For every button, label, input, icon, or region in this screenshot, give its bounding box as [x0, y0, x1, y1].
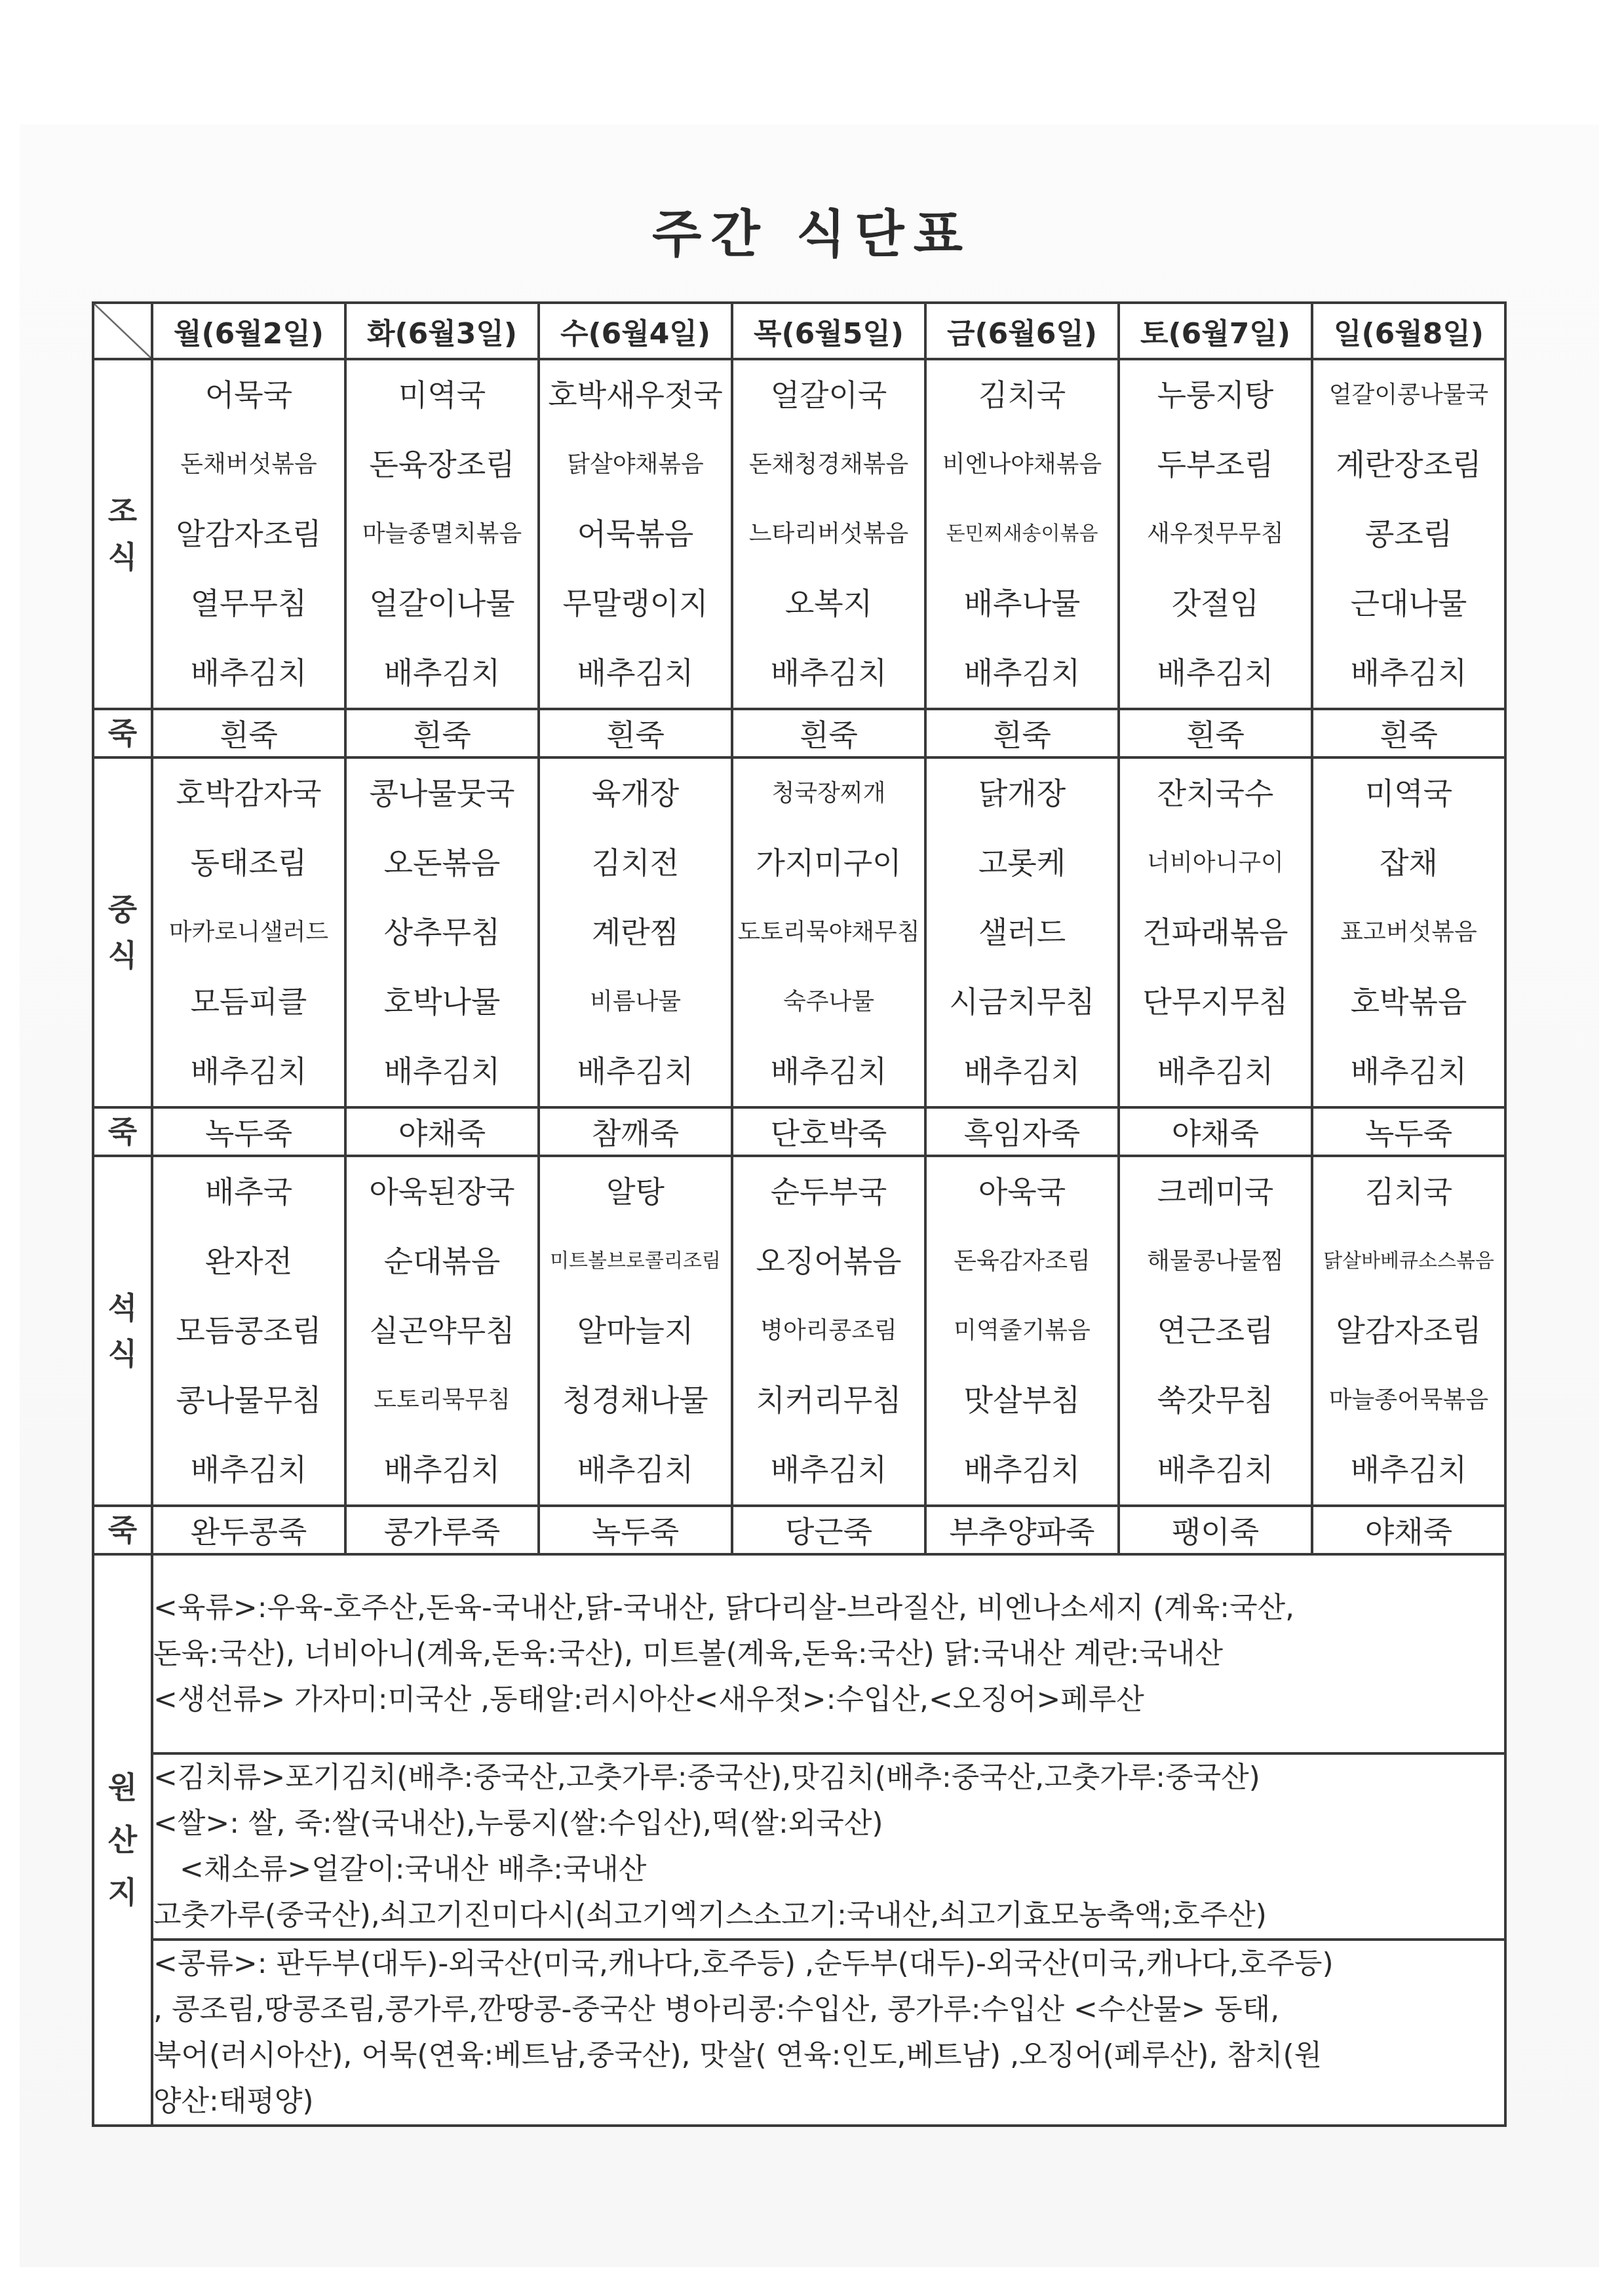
porridge-item: 완두콩죽 — [152, 1506, 345, 1554]
breakfast-day-cell — [345, 359, 539, 709]
dinner-day-cell — [732, 1156, 925, 1506]
dish-item: 새우젓무무침 — [1147, 520, 1284, 547]
breakfast-porridge-row — [93, 709, 1505, 757]
dish-item: 배추김치 — [1157, 1054, 1274, 1089]
day-header-row — [93, 303, 1505, 359]
breakfast-day-cell — [925, 359, 1119, 709]
day-header: 목(6월5일) — [732, 303, 925, 359]
dinner-day-cell — [1119, 1156, 1312, 1506]
dish-item: 배추김치 — [383, 1452, 501, 1487]
dish-item: 김치국 — [1364, 1174, 1453, 1210]
breakfast-day-cell — [732, 359, 925, 709]
dish-item: 호박감자국 — [176, 776, 322, 811]
dish-item: 청국장찌개 — [771, 780, 886, 807]
dish-item: 아욱된장국 — [369, 1174, 515, 1210]
origin-line: 고춧가루(중국산),쇠고기진미다시(쇠고기엑기스소고기:국내산,쇠고기효모농축액;호주산) — [153, 1898, 1267, 1932]
dish-item: 배추김치 — [1350, 1452, 1467, 1487]
dish-item: 마카로니샐러드 — [168, 919, 329, 946]
origin-line: <콩류>: 판두부(대두)-외국산(미국,캐나다,호주등) ,순두부(대두)-외국산(미국,캐나다,호주등) — [153, 1947, 1334, 1980]
dish-item: 오돈볶음 — [383, 845, 501, 881]
dish-item: 고롯케 — [978, 845, 1066, 881]
breakfast-label: 조 식 — [93, 359, 152, 709]
dish-item: 배추김치 — [1157, 655, 1274, 691]
porridge-item: 흰죽 — [539, 709, 732, 757]
origin-line: 돈육:국산), 너비아니(계육,돈육:국산), 미트볼(계육,돈육:국산) 닭:국내산 계란:국내산 — [153, 1637, 1223, 1670]
dish-item: 도토리묵야채무침 — [737, 919, 920, 946]
dish-item: 잔치국수 — [1157, 776, 1274, 811]
dish-item: 해물콩나물찜 — [1147, 1248, 1284, 1274]
dish-item: 알탕 — [606, 1174, 665, 1210]
dish-item: 건파래볶음 — [1142, 915, 1288, 950]
day-header: 월(6월2일) — [152, 303, 345, 359]
dish-item: 배추김치 — [190, 1452, 307, 1487]
day-header: 수(6월4일) — [539, 303, 732, 359]
dish-item: 마늘종멸치볶음 — [362, 520, 522, 547]
dinner-day-cell — [539, 1156, 732, 1506]
porridge-item: 팽이죽 — [1119, 1506, 1312, 1554]
lunch-porridge-label: 죽 — [93, 1107, 152, 1156]
origin-row — [93, 1554, 1505, 1753]
dish-item: 배추김치 — [1157, 1452, 1274, 1487]
breakfast-porridge-label: 죽 — [93, 709, 152, 757]
dinner-day-cell — [1312, 1156, 1505, 1506]
dish-item: 배추김치 — [963, 1452, 1081, 1487]
dish-item: 연근조림 — [1157, 1313, 1274, 1349]
dish-item: 잡채 — [1380, 845, 1438, 881]
dish-item: 돈채청경채볶음 — [748, 451, 909, 478]
dish-item: 오징어볶음 — [756, 1244, 902, 1279]
dinner-porridge-label: 죽 — [93, 1506, 152, 1554]
origin-row — [93, 1753, 1505, 1940]
porridge-item: 야채죽 — [1119, 1107, 1312, 1156]
origin-line: 양산:태평양) — [153, 2084, 314, 2118]
origin-line: <김치류>포기김치(배추:중국산,고춧가루:중국산),맛김치(배추:중국산,고춧가루:중국산) — [153, 1761, 1260, 1794]
dish-item: 돈채버섯볶음 — [180, 451, 317, 478]
dish-item: 배추김치 — [770, 655, 887, 691]
dish-item: 배추김치 — [190, 655, 307, 691]
dish-item: 콩나물뭇국 — [369, 776, 515, 811]
dinner-day-cell — [925, 1156, 1119, 1506]
porridge-item: 콩가루죽 — [345, 1506, 539, 1554]
dinner-day-cell — [152, 1156, 345, 1506]
dish-item: 미역국 — [1364, 776, 1453, 811]
porridge-item: 흰죽 — [732, 709, 925, 757]
dish-item: 도토리묵무침 — [374, 1387, 511, 1413]
breakfast-day-cell — [1119, 359, 1312, 709]
dish-item: 청경채나물 — [562, 1383, 708, 1418]
dish-item: 배추김치 — [577, 655, 694, 691]
dish-item: 병아리콩조림 — [760, 1317, 897, 1344]
origin-line: <육류>:우육-호주산,돈육-국내산,닭-국내산, 닭다리살-브라질산, 비엔나소세지 (계육:국산, — [153, 1591, 1295, 1624]
dish-item: 열무무침 — [190, 586, 307, 621]
dish-item: 표고버섯볶음 — [1340, 919, 1477, 946]
origin-block — [152, 1940, 1505, 2126]
dish-item: 샐러드 — [978, 915, 1066, 950]
lunch-porridge-row — [93, 1107, 1505, 1156]
lunch-label: 중 식 — [93, 757, 152, 1107]
porridge-item: 흰죽 — [1119, 709, 1312, 757]
dish-item: 배추김치 — [770, 1054, 887, 1089]
dish-item: 비름나물 — [589, 988, 682, 1015]
dish-item: 돈육장조림 — [369, 447, 515, 482]
dish-item: 동태조림 — [190, 845, 307, 881]
dish-item: 배추김치 — [963, 1054, 1081, 1089]
dish-item: 호박볶음 — [1350, 984, 1467, 1020]
dish-item: 느타리버섯볶음 — [748, 520, 909, 547]
lunch-day-cell — [539, 757, 732, 1107]
dish-item: 순대볶음 — [383, 1244, 501, 1279]
dish-item: 무말랭이지 — [562, 586, 708, 621]
dish-item: 어묵볶음 — [577, 516, 694, 552]
dish-item: 배추김치 — [770, 1452, 887, 1487]
porridge-item: 야채죽 — [1312, 1506, 1505, 1554]
dish-item: 배추나물 — [963, 586, 1081, 621]
dish-item: 배추김치 — [1350, 655, 1467, 691]
dish-item: 알마늘지 — [577, 1313, 694, 1349]
lunch-day-cell — [925, 757, 1119, 1107]
dish-item: 치커리무침 — [756, 1383, 902, 1418]
breakfast-day-cell — [539, 359, 732, 709]
lunch-day-cell — [1312, 757, 1505, 1107]
day-header: 토(6월7일) — [1119, 303, 1312, 359]
lunch-day-cell — [1119, 757, 1312, 1107]
dish-item: 마늘종어묵볶음 — [1328, 1387, 1489, 1413]
dish-item: 김치국 — [978, 377, 1066, 413]
origin-label: 원 산 지 — [93, 1554, 152, 2126]
dish-item: 단무지무침 — [1142, 984, 1288, 1020]
dish-item: 두부조림 — [1157, 447, 1274, 482]
origin-line: 북어(러시아산), 어묵(연육:베트남,중국산), 맛살( 연육:인도,베트남) ,오징어(페루산), 참치(원 — [153, 2038, 1323, 2072]
dish-item: 호박나물 — [383, 984, 501, 1020]
dish-item: 돈육감자조림 — [954, 1248, 1091, 1274]
porridge-item: 녹두죽 — [1312, 1107, 1505, 1156]
porridge-item: 흰죽 — [925, 709, 1119, 757]
dish-item: 배추김치 — [963, 655, 1081, 691]
porridge-item: 흑임자죽 — [925, 1107, 1119, 1156]
dinner-day-cell — [345, 1156, 539, 1506]
porridge-item: 흰죽 — [1312, 709, 1505, 757]
dish-item: 미트볼브로콜리조림 — [550, 1250, 721, 1272]
day-header: 금(6월6일) — [925, 303, 1119, 359]
dish-item: 상추무침 — [383, 915, 501, 950]
dish-item: 계란장조림 — [1336, 447, 1482, 482]
breakfast-day-cell — [152, 359, 345, 709]
dish-item: 닭살바베큐소스볶음 — [1323, 1250, 1494, 1272]
page-title: 주간 식단표 — [652, 205, 972, 264]
breakfast-row — [93, 359, 1505, 709]
lunch-row — [93, 757, 1505, 1107]
dish-item: 숙주나물 — [783, 988, 875, 1015]
dish-item: 누룽지탕 — [1157, 377, 1274, 413]
dish-item: 김치전 — [591, 845, 680, 881]
porridge-item: 녹두죽 — [152, 1107, 345, 1156]
corner-cell — [93, 303, 152, 359]
dish-item: 어묵국 — [204, 377, 293, 413]
dish-item: 육개장 — [591, 776, 680, 811]
dish-item: 미역줄기볶음 — [954, 1317, 1091, 1344]
porridge-item: 녹두죽 — [539, 1506, 732, 1554]
dish-item: 얼갈이콩나물국 — [1328, 381, 1489, 408]
dish-item: 크레미국 — [1157, 1174, 1274, 1210]
dinner-label: 석 식 — [93, 1156, 152, 1506]
porridge-item: 흰죽 — [152, 709, 345, 757]
porridge-item: 참깨죽 — [539, 1107, 732, 1156]
dish-item: 가지미구이 — [756, 845, 902, 881]
dish-item: 비엔나야채볶음 — [942, 451, 1102, 478]
dish-item: 오복지 — [784, 586, 873, 621]
weekly-menu-table — [92, 301, 1507, 2127]
dish-item: 콩나물무침 — [176, 1383, 322, 1418]
porridge-item: 단호박죽 — [732, 1107, 925, 1156]
dinner-row — [93, 1156, 1505, 1506]
lunch-day-cell — [732, 757, 925, 1107]
dish-item: 맛살부침 — [963, 1383, 1081, 1418]
origin-block — [152, 1554, 1505, 1753]
porridge-item: 부추양파죽 — [925, 1506, 1119, 1554]
dish-item: 배추국 — [204, 1174, 293, 1210]
dish-item: 콩조림 — [1364, 516, 1453, 552]
dish-item: 계란찜 — [591, 915, 680, 950]
dish-item: 시금치무침 — [949, 984, 1095, 1020]
origin-block — [152, 1753, 1505, 1940]
origin-line: , 콩조림,땅콩조림,콩가루,깐땅콩-중국산 병아리콩:수입산, 콩가루:수입산 <수산물> 동태, — [153, 1993, 1280, 2026]
porridge-item: 야채죽 — [345, 1107, 539, 1156]
dish-item: 너비아니구이 — [1147, 849, 1284, 876]
origin-row — [93, 1940, 1505, 2126]
dish-item: 배추김치 — [383, 1054, 501, 1089]
dish-item: 쑥갓무침 — [1157, 1383, 1274, 1418]
dish-item: 얼갈이나물 — [369, 586, 515, 621]
lunch-day-cell — [345, 757, 539, 1107]
dish-item: 알감자조림 — [1336, 1313, 1482, 1349]
dish-item: 알감자조림 — [176, 516, 322, 552]
dish-item: 순두부국 — [770, 1174, 887, 1210]
dish-item: 실곤약무침 — [369, 1313, 515, 1349]
dish-item: 배추김치 — [190, 1054, 307, 1089]
dish-item: 닭개장 — [978, 776, 1066, 811]
origin-line: <채소류>얼갈이:국내산 배추:국내산 — [180, 1852, 647, 1886]
dish-item: 갓절임 — [1171, 586, 1260, 621]
dish-item: 아욱국 — [978, 1174, 1066, 1210]
dish-item: 완자전 — [204, 1244, 293, 1279]
dish-item: 배추김치 — [577, 1054, 694, 1089]
day-header: 화(6월3일) — [345, 303, 539, 359]
breakfast-day-cell — [1312, 359, 1505, 709]
dish-item: 근대나물 — [1350, 586, 1467, 621]
dish-item: 배추김치 — [1350, 1054, 1467, 1089]
dish-item: 미역국 — [398, 377, 486, 413]
day-header: 일(6월8일) — [1312, 303, 1505, 359]
lunch-day-cell — [152, 757, 345, 1107]
dish-item: 호박새우젓국 — [548, 377, 723, 413]
origin-line: <생선류> 가자미:미국산 ,동태알:러시아산<새우젓>:수입산,<오징어>페루산 — [153, 1683, 1144, 1716]
dish-item: 모듬콩조림 — [176, 1313, 322, 1349]
porridge-item: 당근죽 — [732, 1506, 925, 1554]
dish-item: 돈민찌새송이볶음 — [946, 522, 1098, 545]
dinner-porridge-row — [93, 1506, 1505, 1554]
dish-item: 닭살야채볶음 — [567, 451, 704, 478]
dish-item: 얼갈이국 — [770, 377, 887, 413]
dish-item: 배추김치 — [577, 1452, 694, 1487]
origin-line: <쌀>: 쌀, 죽:쌀(국내산),누룽지(쌀:수입산),떡(쌀:외국산) — [153, 1807, 883, 1840]
dish-item: 배추김치 — [383, 655, 501, 691]
porridge-item: 흰죽 — [345, 709, 539, 757]
dish-item: 모듬피클 — [190, 984, 307, 1020]
